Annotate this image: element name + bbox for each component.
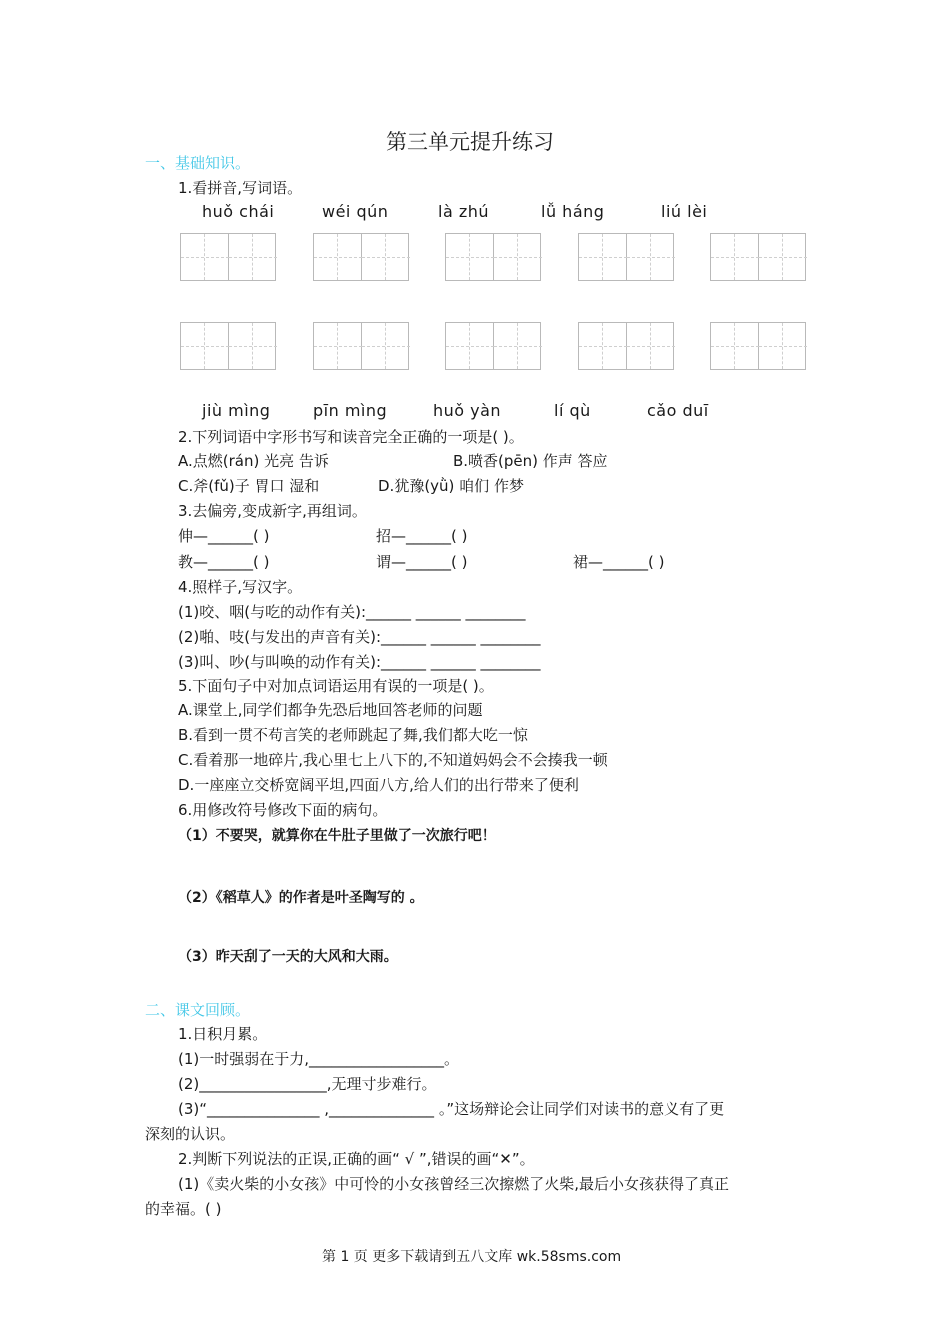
writing-grid[interactable] — [710, 233, 806, 281]
q3-prompt: 3.去偏旁,变成新字,再组词。 — [178, 502, 367, 520]
q4-line-3: (3)叫、吵(与叫唤的动作有关):______ ______ ________ — [178, 653, 541, 671]
pinyin-bottom-5: cǎo duī — [647, 401, 709, 420]
s2-q2-prompt: 2.判断下列说法的正误,正确的画“ √ ”,错误的画“✕”。 — [178, 1150, 535, 1168]
q2-prompt: 2.下列词语中字形书写和读音完全正确的一项是( )。 — [178, 428, 524, 446]
s2-q2-line-1-cont: 的幸福。( ) — [145, 1200, 222, 1218]
q2-option-a: A.点燃(rán) 光亮 告诉 — [178, 452, 329, 470]
q5-option-c: C.看着那一地碎片,我心里七上八下的,不知道妈妈会不会揍我一顿 — [178, 751, 608, 769]
q5-option-a: A.课堂上,同学们都争先恐后地回答老师的问题 — [178, 701, 483, 719]
writing-grid[interactable] — [578, 322, 674, 370]
page-footer: 第 1 页 更多下载请到五八文库 wk.58sms.com — [322, 1249, 622, 1265]
page-title: 第三单元提升练习 — [386, 130, 554, 154]
pinyin-top-3: là zhú — [438, 202, 490, 221]
s2-q2-line-1: (1)《卖火柴的小女孩》中可怜的小女孩曾经三次擦燃了火柴,最后小女孩获得了真正 — [178, 1175, 730, 1193]
writing-grid[interactable] — [578, 233, 674, 281]
pinyin-bottom-2: pīn mìng — [313, 401, 388, 420]
s2-q1-line-3: (3)“_______________ ,______________ 。”这场辩论会让同学们对读书的意义有了更 — [178, 1100, 725, 1118]
q5-prompt: 5.下面句子中对加点词语运用有误的一项是( )。 — [178, 677, 494, 695]
pinyin-top-1: huǒ chái — [202, 202, 275, 221]
s2-q1-line-1: (1)一时强弱在于力,__________________。 — [178, 1050, 460, 1068]
q2-option-c: C.斧(fǔ)子 胃口 湿和 — [178, 477, 320, 495]
writing-grid[interactable] — [710, 322, 806, 370]
q4-line-1: (1)咬、咽(与吃的动作有关):______ ______ ________ — [178, 603, 526, 621]
q4-prompt: 4.照样子,写汉字。 — [178, 578, 303, 596]
writing-grid[interactable] — [180, 322, 276, 370]
writing-grid[interactable] — [313, 233, 409, 281]
writing-grid[interactable] — [445, 233, 541, 281]
s2-q1-line-2: (2)_________________,无理寸步难行。 — [178, 1075, 437, 1093]
writing-grid[interactable] — [445, 322, 541, 370]
pinyin-top-4: lǚ háng — [541, 202, 605, 221]
s2-q1-line-3-cont: 深刻的认识。 — [145, 1125, 236, 1143]
q6-sentence-1: （1）不要哭，就算你在牛肚子里做了一次旅行吧！ — [178, 828, 496, 844]
writing-grid[interactable] — [313, 322, 409, 370]
q6-prompt: 6.用修改符号修改下面的病句。 — [178, 801, 388, 819]
pinyin-bottom-4: lí qù — [554, 401, 591, 420]
q3-item-5: 裙—______( ) — [573, 553, 665, 571]
q4-line-2: (2)啪、吱(与发出的声音有关):______ ______ ________ — [178, 628, 541, 646]
s2-q1-prompt: 1.日积月累。 — [178, 1025, 268, 1043]
section-1-heading: 一、基础知识。 — [145, 154, 251, 172]
q6-sentence-2: （2）《稻草人》的作者是叶圣陶写的 。 — [178, 890, 424, 906]
section-2-heading: 二、课文回顾。 — [145, 1001, 251, 1019]
q3-item-3: 教—______( ) — [178, 553, 270, 571]
pinyin-bottom-1: jiù mìng — [202, 401, 271, 420]
q2-option-b: B.喷香(pēn) 作声 答应 — [453, 452, 608, 470]
q6-sentence-3: （3）昨天刮了一天的大风和大雨。 — [178, 949, 398, 965]
q1-prompt: 1.看拼音,写词语。 — [178, 179, 303, 197]
q3-item-1: 伸—______( ) — [178, 527, 270, 545]
pinyin-bottom-3: huǒ yàn — [433, 401, 502, 420]
q3-item-4: 谓—______( ) — [376, 553, 468, 571]
q5-option-b: B.看到一贯不苟言笑的老师跳起了舞,我们都大吃一惊 — [178, 726, 528, 744]
q5-option-d: D.一座座立交桥宽阔平坦,四面八方,给人们的出行带来了便利 — [178, 776, 579, 794]
q2-option-d: D.犹豫(yǜ) 咱们 作梦 — [378, 477, 524, 495]
writing-grid[interactable] — [180, 233, 276, 281]
pinyin-top-2: wéi qún — [322, 202, 389, 221]
q3-item-2: 招—______( ) — [376, 527, 468, 545]
pinyin-top-5: liú lèi — [661, 202, 708, 221]
